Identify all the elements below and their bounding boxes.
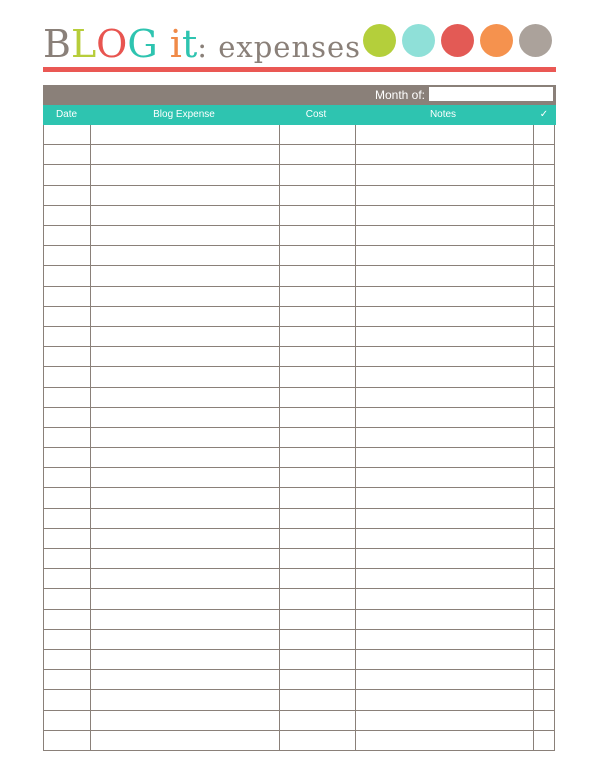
table-row[interactable] [44,307,554,327]
column-header-notes: Notes [429,109,457,120]
table-row[interactable] [44,226,554,246]
table-row[interactable] [44,186,554,206]
table-row[interactable] [44,408,554,428]
title-letter: O [96,22,128,66]
expense-table [43,125,555,751]
table-row[interactable] [44,731,554,751]
palette-dot [402,24,435,57]
title-letter: G [127,22,158,66]
column-header-cost: Cost [305,109,327,120]
table-row[interactable] [44,428,554,448]
title-blog-it [43,22,197,66]
table-row[interactable] [44,266,554,286]
table-row[interactable] [44,610,554,630]
table-row[interactable] [44,347,554,367]
palette-dot [441,24,474,57]
title-letter [158,22,170,66]
table-row[interactable] [44,448,554,468]
title-letter: t [181,22,198,66]
table-row[interactable] [44,488,554,508]
month-label: Month of: [374,88,425,102]
table-row[interactable] [44,711,554,731]
table-row[interactable] [44,690,554,710]
table-row[interactable] [44,367,554,387]
table-row[interactable] [44,589,554,609]
table-rows [44,125,554,750]
palette-dot [480,24,513,57]
table-row[interactable] [44,529,554,549]
title-expenses: : expenses [197,30,362,64]
table-row[interactable] [44,287,554,307]
title-letter: B [43,22,71,66]
page-title [43,22,361,66]
table-header [43,105,556,125]
title-letter: i [169,22,182,66]
title-letter: L [70,22,97,66]
table-row[interactable] [44,246,554,266]
table-row[interactable] [44,388,554,408]
table-row[interactable] [44,509,554,529]
table-row[interactable] [44,549,554,569]
table-row[interactable] [44,468,554,488]
column-divider [279,125,280,750]
table-row[interactable] [44,145,554,165]
palette-dot [363,24,396,57]
table-row[interactable] [44,569,554,589]
table-row[interactable] [44,125,554,145]
column-divider [90,125,91,750]
table-row[interactable] [44,630,554,650]
column-header-date: Date [55,109,78,120]
table-row[interactable] [44,165,554,185]
column-divider [533,125,534,750]
palette-dot [519,24,552,57]
month-input[interactable] [429,87,553,101]
column-header-blog-expense: Blog Expense [153,109,215,120]
table-row[interactable] [44,206,554,226]
month-bar [43,85,556,105]
table-row[interactable] [44,650,554,670]
column-divider [355,125,356,750]
title-divider [43,67,556,72]
table-row[interactable] [44,670,554,690]
table-row[interactable] [44,327,554,347]
column-header-check: ✓ [539,109,549,120]
